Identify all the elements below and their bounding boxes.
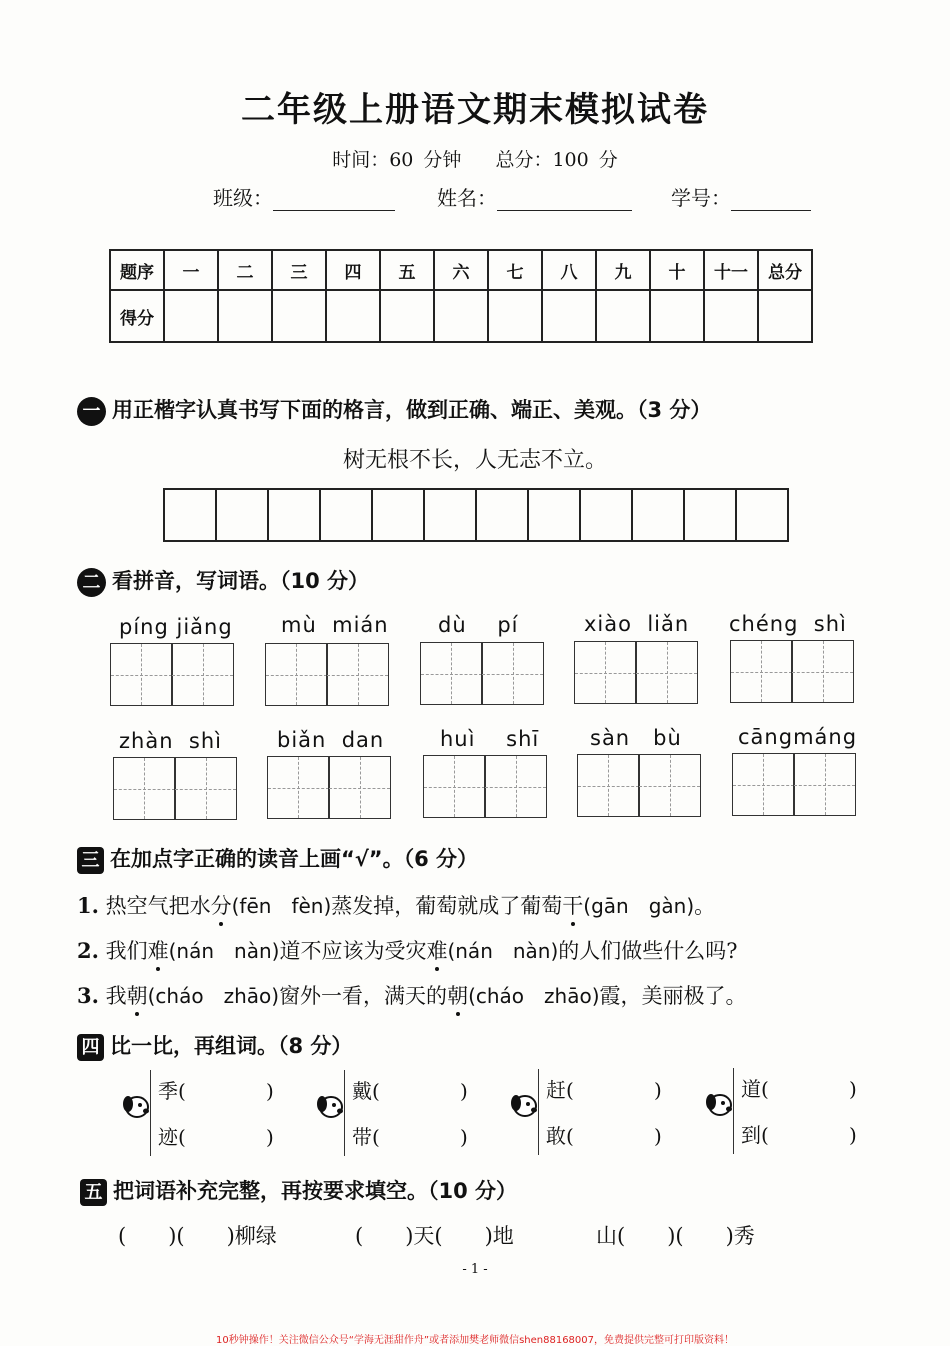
section3-number-icon: 三 xyxy=(77,847,104,874)
close-paren: ) xyxy=(654,1078,662,1102)
grid-cell[interactable] xyxy=(328,756,391,819)
writing-grid[interactable] xyxy=(165,488,789,542)
grid-cell[interactable] xyxy=(574,641,637,704)
section2-number-icon: 二 xyxy=(77,568,106,597)
grid-cell[interactable] xyxy=(732,753,795,816)
section5-title: 把词语补充完整，再按要求填空。（10 分） xyxy=(113,1179,518,1203)
pinyin-choice[interactable]: (nán nàn) xyxy=(447,939,559,963)
student-id-field[interactable] xyxy=(671,182,811,211)
close-paren: ) xyxy=(654,1124,662,1148)
pinyin-item: chéng shì xyxy=(729,612,847,636)
tian-grid[interactable] xyxy=(733,753,856,816)
pinyin-item: xiào liǎn xyxy=(584,612,690,636)
section5-number-icon: 五 xyxy=(80,1179,107,1206)
col-header: 六 xyxy=(434,250,488,290)
close-paren: ) xyxy=(266,1125,274,1149)
writing-box[interactable] xyxy=(319,488,373,542)
score-cell[interactable] xyxy=(434,290,488,342)
compare-group xyxy=(703,1066,863,1158)
pinyin-item: mù mián xyxy=(281,613,389,637)
score-cell[interactable] xyxy=(488,290,542,342)
score-cell[interactable] xyxy=(326,290,380,342)
pinyin-item: biǎn dan xyxy=(277,728,385,752)
idiom-fill-2[interactable]: ( )天( )地 xyxy=(355,1224,514,1248)
writing-box[interactable] xyxy=(475,488,529,542)
grid-cell[interactable] xyxy=(481,642,544,705)
idiom-fill-1[interactable]: ( )( )柳绿 xyxy=(118,1224,277,1248)
col-header: 五 xyxy=(380,250,434,290)
name-label: 姓名： xyxy=(437,186,497,210)
section3-heading xyxy=(77,843,478,874)
motto-text: 树无根不长，人无志不立。 xyxy=(342,448,607,473)
tian-grid[interactable] xyxy=(575,641,698,704)
writing-box[interactable] xyxy=(215,488,269,542)
grid-cell[interactable] xyxy=(730,640,793,703)
class-field[interactable] xyxy=(213,182,395,211)
grid-cell[interactable] xyxy=(791,640,854,703)
pinyin-choice[interactable]: (fēn fèn) xyxy=(231,894,332,918)
section2-title: 看拼音，写词语。（10 分） xyxy=(112,569,370,593)
time-label: 时间：60 分钟 xyxy=(332,149,462,171)
pinyin-choice[interactable]: (nán nàn) xyxy=(168,939,280,963)
close-paren: ) xyxy=(849,1077,857,1101)
grid-cell[interactable] xyxy=(265,643,328,706)
pinyin-choice[interactable]: (gān gàn) xyxy=(583,894,695,918)
name-blank[interactable] xyxy=(497,190,632,211)
compare-group xyxy=(120,1068,280,1160)
row-label-order: 题序 xyxy=(110,250,164,290)
score-cell[interactable] xyxy=(704,290,758,342)
score-cell[interactable] xyxy=(164,290,218,342)
student-id-blank[interactable] xyxy=(731,190,811,211)
col-header: 七 xyxy=(488,250,542,290)
col-header: 九 xyxy=(596,250,650,290)
score-table-header-row xyxy=(110,250,812,290)
divider xyxy=(150,1070,151,1156)
student-id-label: 学号： xyxy=(671,186,731,210)
row-label-score: 得分 xyxy=(110,290,164,342)
writing-box[interactable] xyxy=(683,488,737,542)
writing-box[interactable] xyxy=(267,488,321,542)
grid-cell[interactable] xyxy=(638,754,701,817)
tian-grid[interactable] xyxy=(266,643,389,706)
writing-box[interactable] xyxy=(371,488,425,542)
grid-cell[interactable] xyxy=(113,757,176,820)
close-paren: ) xyxy=(460,1125,468,1149)
writing-box[interactable] xyxy=(735,488,789,542)
section1-heading xyxy=(77,394,711,426)
tian-grid[interactable] xyxy=(421,642,544,705)
exam-meta xyxy=(0,145,950,172)
compare-top[interactable]: 赶( xyxy=(546,1078,574,1102)
pinyin-item: zhàn shì xyxy=(119,729,222,753)
section4-heading xyxy=(77,1030,352,1061)
tian-grid[interactable] xyxy=(114,757,237,820)
writing-box[interactable] xyxy=(163,488,217,542)
footer-note: 10秒钟操作！关注微信公众号“学海无涯甜作舟”或者添加樊老师微信shen88168007，免费提供完整可打印版资料！ xyxy=(215,1335,735,1346)
tian-grid[interactable] xyxy=(731,640,854,703)
grid-cell[interactable] xyxy=(174,757,237,820)
page-number: - 1 - xyxy=(462,1262,488,1277)
writing-box[interactable] xyxy=(423,488,477,542)
writing-box[interactable] xyxy=(631,488,685,542)
compare-top[interactable]: 季( xyxy=(158,1079,186,1103)
close-paren: ) xyxy=(460,1079,468,1103)
score-cell[interactable] xyxy=(758,290,812,342)
tian-grid[interactable] xyxy=(424,755,547,818)
section4-title: 比一比，再组词。（8 分） xyxy=(110,1034,353,1058)
col-header: 四 xyxy=(326,250,380,290)
page-title: 二年级上册语文期末模拟试卷 xyxy=(241,90,709,130)
col-header: 十 xyxy=(650,250,704,290)
compare-top[interactable]: 戴( xyxy=(352,1079,380,1103)
idiom-fill-3[interactable]: 山( )( )秀 xyxy=(596,1224,755,1248)
close-paren: ) xyxy=(849,1123,857,1147)
tian-grid[interactable] xyxy=(111,643,234,706)
section4-number-icon: 四 xyxy=(77,1034,104,1061)
compare-group xyxy=(508,1067,668,1159)
section3-title: 在加点字正确的读音上画“√”。（6 分） xyxy=(110,847,479,871)
class-label: 班级： xyxy=(213,186,273,210)
col-header: 八 xyxy=(542,250,596,290)
section5-heading xyxy=(80,1175,517,1206)
score-cell[interactable] xyxy=(272,290,326,342)
divider xyxy=(344,1070,345,1156)
compare-bottom[interactable]: 带( xyxy=(352,1125,380,1149)
question-3-3: 3. 我朝(cháo zhāo)窗外一看，满天的朝(cháo zhāo)霞，美丽极了。 xyxy=(77,983,747,1008)
compare-bottom[interactable]: 敢( xyxy=(546,1124,574,1148)
total-score-label: 总分：100 分 xyxy=(495,149,618,171)
section2-heading xyxy=(77,565,369,597)
grid-cell[interactable] xyxy=(326,643,389,706)
col-header: 三 xyxy=(272,250,326,290)
divider xyxy=(538,1069,539,1155)
question-3-1: 1. 热空气把水分(fēn fèn)蒸发掉，葡萄就成了葡萄干(gān gàn)。 xyxy=(77,893,716,918)
col-header: 二 xyxy=(218,250,272,290)
dog-icon xyxy=(314,1090,346,1122)
pinyin-item: huì shī xyxy=(440,727,540,751)
grid-cell[interactable] xyxy=(110,643,173,706)
pinyin-item: sàn bù xyxy=(590,726,682,750)
dog-icon xyxy=(703,1088,735,1120)
grid-cell[interactable] xyxy=(171,643,234,706)
class-blank[interactable] xyxy=(273,190,395,211)
col-header: 十一 xyxy=(704,250,758,290)
grid-cell[interactable] xyxy=(484,755,547,818)
compare-group xyxy=(314,1068,474,1160)
score-table xyxy=(109,249,813,343)
compare-top[interactable]: 道( xyxy=(741,1077,769,1101)
tian-grid[interactable] xyxy=(578,754,701,817)
grid-cell[interactable] xyxy=(793,753,856,816)
grid-cell[interactable] xyxy=(267,756,330,819)
dog-icon xyxy=(508,1089,540,1121)
score-cell[interactable] xyxy=(596,290,650,342)
compare-bottom[interactable]: 到( xyxy=(741,1123,769,1147)
divider xyxy=(733,1068,734,1154)
question-3-2: 2. 我们难(nán nàn)道不应该为受灾难(nán nàn)的人们做些什么吗? xyxy=(77,938,738,963)
pinyin-item: cāngmáng xyxy=(738,725,858,749)
tian-grid[interactable] xyxy=(268,756,391,819)
grid-cell[interactable] xyxy=(577,754,640,817)
grid-cell[interactable] xyxy=(420,642,483,705)
score-cell[interactable] xyxy=(650,290,704,342)
pinyin-item: dù pí xyxy=(438,613,519,637)
close-paren: ) xyxy=(266,1079,274,1103)
pinyin-item: píng jiǎng xyxy=(119,615,233,639)
score-cell[interactable] xyxy=(542,290,596,342)
name-field[interactable] xyxy=(437,182,632,211)
pinyin-choice[interactable]: (cháo zhāo) xyxy=(147,984,280,1008)
score-cell[interactable] xyxy=(380,290,434,342)
col-header: 一 xyxy=(164,250,218,290)
score-table-score-row xyxy=(110,290,812,342)
grid-cell[interactable] xyxy=(635,641,698,704)
pinyin-choice[interactable]: (cháo zhāo) xyxy=(468,984,600,1008)
score-cell[interactable] xyxy=(218,290,272,342)
writing-box[interactable] xyxy=(527,488,581,542)
dog-icon xyxy=(120,1090,152,1122)
section1-number-icon: 一 xyxy=(77,397,106,426)
compare-bottom[interactable]: 迹( xyxy=(158,1125,186,1149)
col-header: 总分 xyxy=(758,250,812,290)
section1-title: 用正楷字认真书写下面的格言，做到正确、端正、美观。（3 分） xyxy=(112,398,712,422)
writing-box[interactable] xyxy=(579,488,633,542)
grid-cell[interactable] xyxy=(423,755,486,818)
